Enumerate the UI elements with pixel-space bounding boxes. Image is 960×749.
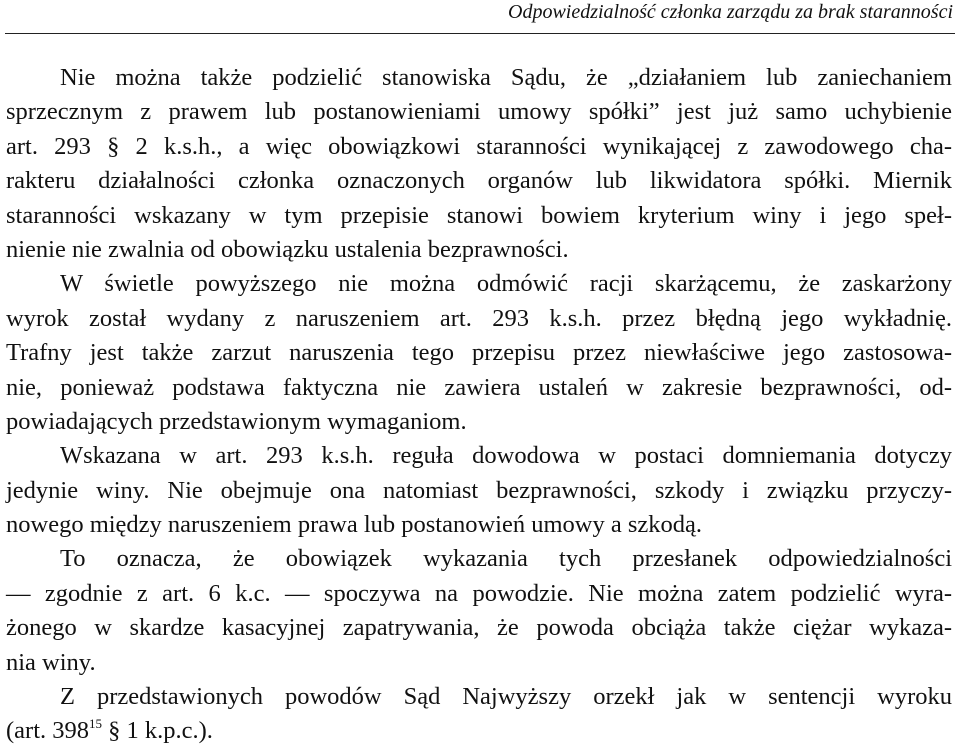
text-line: jedynie winy. Nie obejmuje ona natomiast bezprawności, szkody i związku przyczy- (6, 476, 952, 504)
text-line: Trafny jest także zarzut naruszenia tego przepisu przez niewłaściwe jego zastosowa- (6, 339, 952, 367)
text-line: Nie można także podzielić stanowiska Sądu, że „działaniem lub zaniechaniem (60, 64, 952, 91)
citation-superscript: 15 (89, 716, 102, 732)
text-line: To oznacza, że obowiązek wykazania tych przesłanek odpowiedzialności (60, 545, 952, 573)
citation-text-tail: § 1 k.p.c.). (102, 717, 213, 745)
citation-text: (art. 398 (6, 717, 89, 745)
text-line: powiadających przedstawionym wymaganiom. (6, 407, 467, 435)
text-line: rakteru działalności członka oznaczonych organów lub likwidatora spółki. Miernik (6, 167, 952, 195)
text-line: Wskazana w art. 293 k.s.h. reguła dowodowa w postaci domniemania dotyczy (60, 442, 952, 470)
text-line: art. 293 § 2 k.s.h., a więc obowiązkowi staranności wynikającej z zawodowego cha- (6, 132, 952, 160)
text-line: staranności wskazany w tym przepisie stanowi bowiem kryterium winy i jego speł- (6, 201, 952, 229)
text-line: nienie nie zwalnia od obowiązku ustalenia bezprawności. (6, 235, 569, 263)
text-line-final (6, 714, 952, 748)
text-line: żonego w skardze kasacyjnej zapatrywania, że powoda obciąża także ciężar wykaza- (6, 614, 952, 642)
header-rule (5, 33, 955, 34)
text-line: wyrok został wydany z naruszeniem art. 293 k.s.h. przez błędną jego wykładnię. (6, 304, 952, 332)
text-line: — zgodnie z art. 6 k.c. — spoczywa na powodzie. Nie można zatem podzielić wyra- (6, 579, 952, 607)
text-line: nie, ponieważ podstawa faktyczna nie zawiera ustaleń w zakresie bezprawności, od- (6, 373, 952, 401)
text-line: nowego między naruszeniem prawa lub postanowień umowy a szkodą. (6, 511, 703, 539)
text-line: sprzecznym z prawem lub postanowieniami umowy spółki” jest już samo uchybienie (6, 98, 952, 126)
text-line: W świetle powyższego nie można odmówić racji skarżącemu, że zaskarżony (60, 270, 952, 298)
body-text (6, 61, 952, 749)
text-line: Z przedstawionych powodów Sąd Najwyższy orzekł jak w sentencji wyroku (60, 683, 952, 711)
text-line: nia winy. (6, 648, 96, 676)
running-header: Odpowiedzialność członka zarządu za brak staranności (508, 1, 953, 23)
